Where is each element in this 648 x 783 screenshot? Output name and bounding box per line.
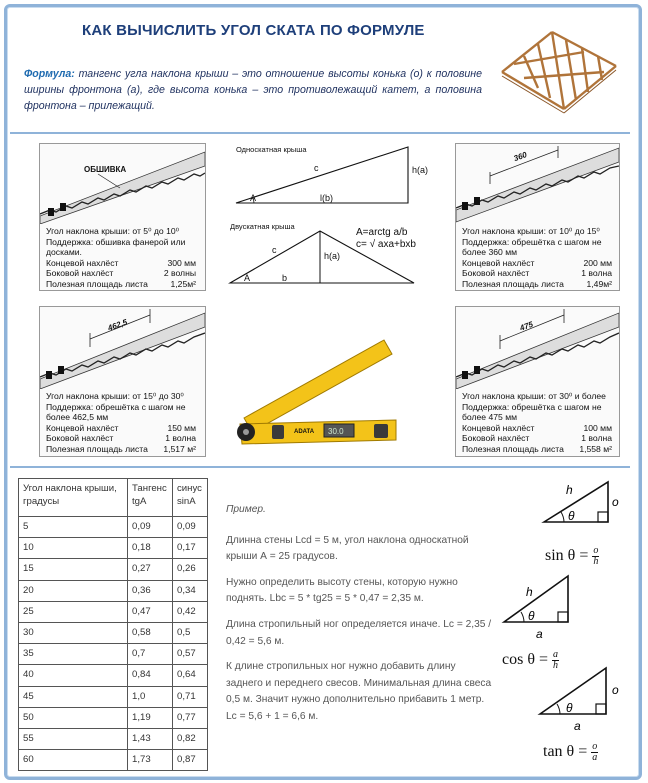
hyp-label: c <box>314 163 319 173</box>
gable-height-label: h(a) <box>324 251 341 261</box>
angle-label: A <box>250 193 257 203</box>
roof-frame-illustration <box>494 14 624 122</box>
table-row <box>19 665 208 686</box>
sin-cell: 0,87 <box>173 750 208 771</box>
spacing-dimension: 475 <box>518 319 535 333</box>
table-row <box>19 517 208 538</box>
angle-line: Угол наклона крыши: от 5⁰ до 10⁰ <box>46 226 180 236</box>
angle-line: Угол наклона крыши: от 10⁰ до 15⁰ <box>462 226 600 236</box>
roof-spec-card <box>39 143 206 291</box>
col-header-sin: синус sinA <box>173 479 208 517</box>
spec-value: 2 волны <box>163 268 196 279</box>
formula-arctg: A=arctg a/b <box>356 227 408 238</box>
spec-key: Концевой нахлёст <box>462 257 535 268</box>
level-display: 30.0 <box>328 427 344 436</box>
roof-spec-card <box>455 143 620 291</box>
roof-section-drawing <box>40 307 205 389</box>
tan-cell: 0,7 <box>128 644 173 665</box>
tan-formula <box>543 742 598 763</box>
gable-base-label: b <box>282 273 288 283</box>
angle-cell: 25 <box>19 601 128 622</box>
sin-o-label: o <box>612 495 619 509</box>
slope-formula-diagram <box>228 143 444 289</box>
sin-cell: 0,64 <box>173 665 208 686</box>
angle-cell: 45 <box>19 686 128 707</box>
frac-top: o <box>592 741 598 752</box>
tan-cell: 1,19 <box>128 707 173 728</box>
sin-cell: 0,42 <box>173 601 208 622</box>
card-label: ОБШИВКА <box>84 165 127 174</box>
frac-bottom: h <box>593 556 599 567</box>
tan-a-label: a <box>574 719 581 733</box>
frac-bottom: h <box>553 660 559 671</box>
spec-row <box>46 444 196 455</box>
angle-cell: 40 <box>19 665 128 686</box>
table-row <box>19 580 208 601</box>
angle-cell: 5 <box>19 517 128 538</box>
height-label: h(a) <box>412 165 429 175</box>
example-paragraph: Длина стропильный ног определяется иначе. Lc = 2,35 / 0,42 = 5,6 м. <box>226 618 492 647</box>
cos-a-label: a <box>536 627 543 641</box>
spacing-dimension: 462,5 <box>106 317 129 333</box>
angle-cell: 55 <box>19 728 128 749</box>
spec-value: 1,49м² <box>586 278 612 289</box>
table-row <box>19 538 208 559</box>
cos-text: cos θ = <box>502 651 549 669</box>
spec-key: Боковой нахлёст <box>46 433 114 444</box>
col-header-tan: Тангенс tgA <box>128 479 173 517</box>
tan-cell: 0,84 <box>128 665 173 686</box>
spec-key: Полезная площадь листа <box>462 443 564 454</box>
sin-theta-label: θ <box>568 509 575 523</box>
angle-table <box>18 478 208 771</box>
sin-text: sin θ = <box>545 547 589 565</box>
spec-key: Полезная площадь листа <box>462 278 564 289</box>
sin-h-label: h <box>566 483 573 497</box>
gable-roof-title: Двускатная крыша <box>230 222 295 231</box>
sin-cell: 0,17 <box>173 538 208 559</box>
support-line: Поддержка: обрешётка с шагом не более 462,5 мм <box>46 401 186 423</box>
tan-cell: 1,73 <box>128 750 173 771</box>
spec-row <box>462 268 612 279</box>
spec-row <box>462 433 612 444</box>
tan-o-label: o <box>612 683 619 697</box>
sin-cell: 0,26 <box>173 559 208 580</box>
angle-cell: 20 <box>19 580 128 601</box>
tan-cell: 1,43 <box>128 728 173 749</box>
angle-line: Угол наклона крыши: от 30⁰ и более <box>462 391 606 401</box>
spec-value: 1 волна <box>581 268 612 279</box>
roof-section-drawing <box>456 307 619 389</box>
table-row <box>19 644 208 665</box>
sin-cell: 0,34 <box>173 580 208 601</box>
example-paragraph: Нужно определить высоту стены, которую нужно поднять. Lbc = 5 * tg25 = 5 * 0,47 = 2,35 м. <box>226 576 458 605</box>
frac-bottom: a <box>592 752 598 763</box>
tan-cell: 0,09 <box>128 517 173 538</box>
single-roof-title: Односкатная крыша <box>236 145 307 154</box>
spec-value: 1,25м² <box>170 278 196 289</box>
cos-triangle <box>500 570 580 642</box>
level-brand: ADATA <box>294 429 315 435</box>
table-row <box>19 750 208 771</box>
support-line: Поддержка: обрешётка с шагом не более 475 мм <box>462 401 602 423</box>
table-header-row <box>19 479 208 517</box>
roof-section-drawing <box>40 144 205 224</box>
spec-row <box>462 258 612 269</box>
sin-cell: 0,82 <box>173 728 208 749</box>
tan-cell: 0,36 <box>128 580 173 601</box>
roof-spec-card <box>455 306 620 457</box>
table-row <box>19 728 208 749</box>
spec-value: 100 мм <box>583 422 612 433</box>
table-row <box>19 559 208 580</box>
example-block <box>226 502 494 735</box>
spec-row <box>462 423 612 434</box>
frac-top: o <box>593 545 599 556</box>
roof-spec-card <box>39 306 206 457</box>
tan-cell: 0,27 <box>128 559 173 580</box>
support-line: Поддержка: обшивка фанерой или досками. <box>46 236 186 258</box>
spec-row <box>46 279 196 290</box>
spec-key: Боковой нахлёст <box>462 433 530 444</box>
spec-block <box>46 226 196 290</box>
spec-key: Концевой нахлёст <box>46 422 119 433</box>
example-paragraph: К длине стропильных ног нужно добавить длину заднего и переднего свесов. Минимальная длина свеса 0,5 м. Значит нужно дополнительно прибавить 1 метр. Lc = 5,6 + 1 = 6,6 м. <box>226 661 492 722</box>
tan-text: tan θ = <box>543 743 588 761</box>
sin-cell: 0,57 <box>173 644 208 665</box>
spec-value: 1,558 м² <box>579 443 612 454</box>
section-divider <box>10 132 630 134</box>
spec-key: Боковой нахлёст <box>46 268 114 279</box>
spec-value: 300 мм <box>167 257 196 268</box>
length-label: l(b) <box>320 193 333 203</box>
frac-top: a <box>553 649 559 660</box>
spec-value: 1 волна <box>581 433 612 444</box>
spec-key: Полезная площадь листа <box>46 443 148 454</box>
spec-key: Концевой нахлёст <box>46 257 119 268</box>
table-row <box>19 707 208 728</box>
tan-cell: 0,58 <box>128 622 173 643</box>
example-paragraph: Длинна стены Lcd = 5 м, угол наклона односкатной крыши А = 25 градусов. <box>226 534 469 563</box>
sin-cell: 0,77 <box>173 707 208 728</box>
angle-cell: 35 <box>19 644 128 665</box>
gable-angle-label: A <box>244 273 251 283</box>
spec-key: Полезная площадь листа <box>46 278 148 289</box>
table-row <box>19 686 208 707</box>
table-row <box>19 601 208 622</box>
spec-row <box>46 423 196 434</box>
roof-section-drawing <box>456 144 619 224</box>
tan-triangle <box>536 662 632 734</box>
sin-cell: 0,09 <box>173 517 208 538</box>
tan-theta-label: θ <box>566 701 573 715</box>
spec-value: 200 мм <box>583 257 612 268</box>
tan-cell: 1,0 <box>128 686 173 707</box>
example-title: Пример. <box>226 504 266 515</box>
spec-value: 1 волна <box>165 433 196 444</box>
tan-fraction <box>591 742 598 763</box>
cos-h-label: h <box>526 585 533 599</box>
digital-angle-level <box>232 320 402 448</box>
section-divider <box>10 466 630 468</box>
angle-cell: 15 <box>19 559 128 580</box>
spec-row <box>462 279 612 290</box>
gable-hyp-label: c <box>272 245 277 255</box>
spec-block <box>462 226 612 290</box>
angle-cell: 50 <box>19 707 128 728</box>
page-title: КАК ВЫЧИСЛИТЬ УГОЛ СКАТА ПО ФОРМУЛЕ <box>82 22 425 39</box>
angle-cell: 10 <box>19 538 128 559</box>
spec-block <box>46 391 196 455</box>
spec-value: 150 мм <box>167 422 196 433</box>
cos-theta-label: θ <box>528 609 535 623</box>
spec-row <box>46 258 196 269</box>
spec-key: Концевой нахлёст <box>462 422 535 433</box>
spec-block <box>462 391 612 455</box>
sin-triangle <box>538 476 628 530</box>
table-row <box>19 622 208 643</box>
support-line: Поддержка: обрешётка с шагом не более 360 мм <box>462 236 602 258</box>
spacing-dimension: 360 <box>512 150 529 164</box>
spec-key: Боковой нахлёст <box>462 268 530 279</box>
spec-row <box>46 433 196 444</box>
col-header-angle: Угол наклона крыши, градусы <box>19 479 128 517</box>
spec-value: 1,517 м² <box>163 443 196 454</box>
formula-body: тангенс угла наклона крыши – это отношение высоты конька (о) к половине ширины фронтона (а), где высота конька – это противолежащий катет, а половина фронтона – прилежащий. <box>24 68 482 112</box>
sin-cell: 0,71 <box>173 686 208 707</box>
tan-cell: 0,18 <box>128 538 173 559</box>
angle-line: Угол наклона крыши: от 15⁰ до 30⁰ <box>46 391 184 401</box>
formula-hyp: c= √ axa+bxb <box>356 239 416 250</box>
tan-cell: 0,47 <box>128 601 173 622</box>
spec-row <box>462 444 612 455</box>
angle-cell: 30 <box>19 622 128 643</box>
formula-text <box>24 66 482 114</box>
sin-formula <box>545 546 599 567</box>
formula-label: Формула: <box>24 68 75 80</box>
angle-cell: 60 <box>19 750 128 771</box>
sin-cell: 0,5 <box>173 622 208 643</box>
sin-fraction <box>592 546 599 567</box>
spec-row <box>46 268 196 279</box>
